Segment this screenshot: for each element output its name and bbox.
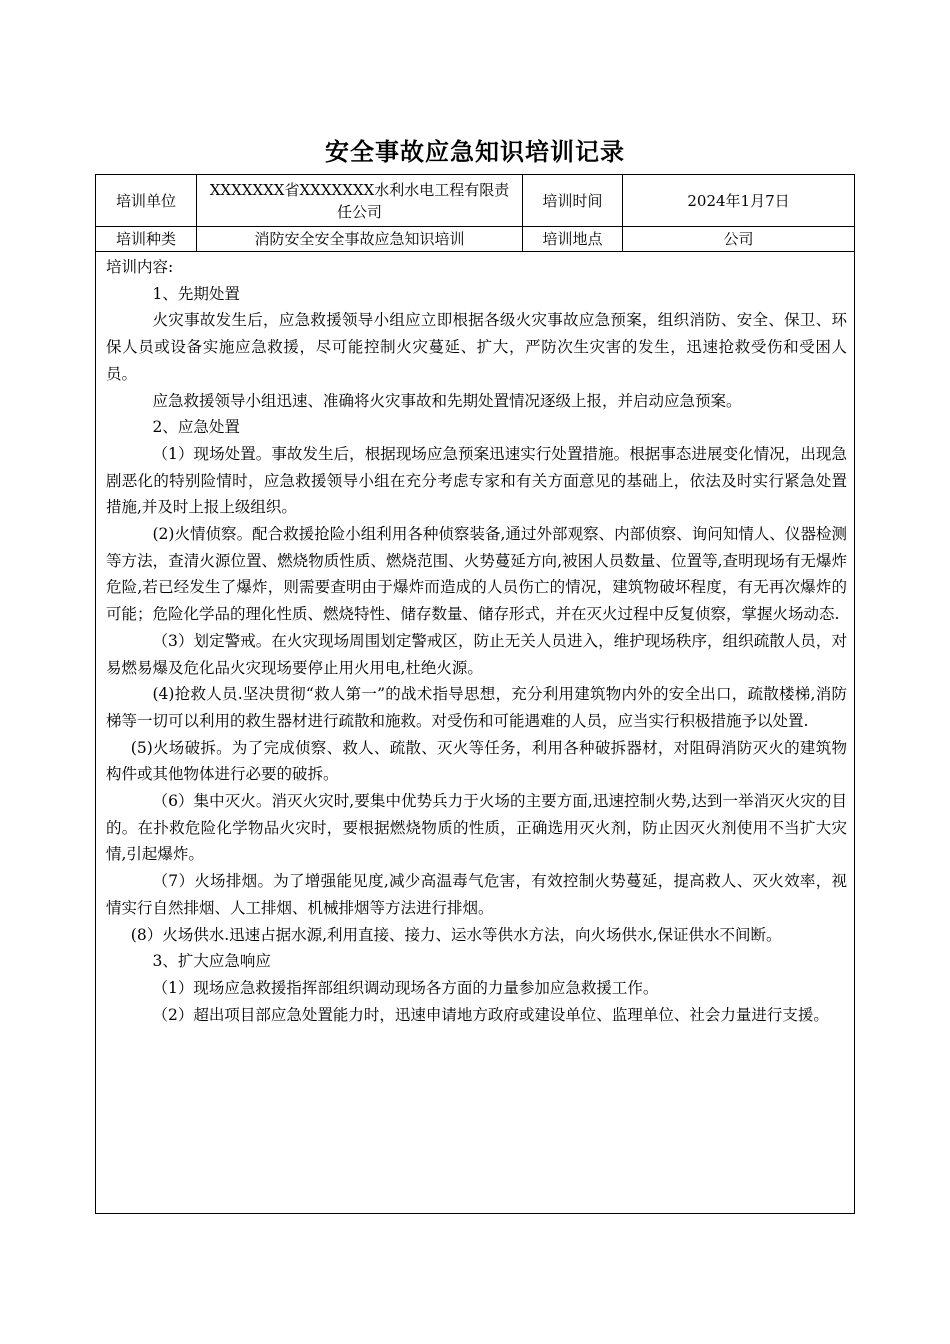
type-label: 培训种类 (96, 227, 197, 251)
section-heading: 3、扩大应急响应 (152, 952, 271, 971)
paragraph: 应急救援领导小组迅速、准确将火灾事故和先期处置情况逐级上报，并启动应急预案。 (152, 391, 742, 410)
place-value: 公司 (723, 230, 754, 248)
paragraph: (2)火情侦察。配合救援抢险小组利用各种侦察装备,通过外部观察、内部侦察、询问知情人、仪器检测等方法，查清火源位置、燃烧物质性质、燃烧范围、火势蔓延方向,被困人员数量、位置等,查明现场有无爆炸危险,若已经发生了爆炸，则需要查明由于爆炸而造成的人员伤亡的情况，建筑物破坏程度，有无再次爆炸的可能；危险化学品的理化性质、燃烧特性、储存数量、储存形式，并在灭火过程中反复侦察，掌握火场动态. (106, 525, 847, 624)
page-title: 安全事故应急知识培训记录 (325, 138, 625, 166)
training-content (96, 252, 854, 1028)
unit-label: 培训单位 (96, 175, 197, 226)
type-value: 消防安全安全事故应急知识培训 (197, 227, 523, 251)
place-label: 培训地点 (523, 227, 623, 251)
section-heading: 1、先期处置 (152, 284, 240, 303)
training-record-form (95, 174, 855, 1214)
paragraph: （6）集中灭火。消灭火灾时,要集中优势兵力于火场的主要方面,迅速控制火势,达到一举消灭火灾的目的。在扑救危险化学物品火灾时，要根据燃烧物质的性质，正确选用灭火剂，防止因灭火剂使用不当扩大灾情,引起爆炸。 (106, 792, 847, 864)
paragraph: （1）现场应急救援指挥部组织调动现场各方面的力量参加应急救援工作。 (152, 978, 659, 997)
paragraph: （2）超出项目部应急处置能力时，迅速申请地方政府或建设单位、监理单位、社会力量进行支援。 (152, 1005, 829, 1024)
table-row (96, 175, 854, 227)
paragraph: 火灾事故发生后，应急救援领导小组应立即根据各级火灾事故应急预案，组织消防、安全、保卫、环保人员或设备实施应急救援，尽可能控制火灾蔓延、扩大，严防次生灾害的发生，迅速抢救受伤和受困人员。 (106, 311, 847, 383)
section-heading: 2、应急处置 (152, 418, 240, 437)
paragraph: （3）划定警戒。在火灾现场周围划定警戒区，防止无关人员进入，维护现场秩序，组织疏散人员，对易燃易爆及危化品火灾现场要停止用火用电,杜绝火源。 (106, 631, 847, 677)
paragraph: (5)火场破拆。为了完成侦察、救人、疏散、灭火等任务，利用各种破拆器材，对阻碍消防灭火的建筑物构件或其他物体进行必要的破拆。 (106, 738, 847, 784)
paragraph: (4)抢救人员.坚决贯彻“救人第一”的战术指导思想，充分利用建筑物内外的安全出口，疏散楼梯,消防梯等一切可以利用的救生器材进行疏散和施救。对受伤和可能遇难的人员，应当实行积极措施予以处置. (106, 685, 847, 730)
time-label: 培训时间 (523, 175, 623, 226)
paragraph: （1）现场处置。事故发生后，根据现场应急预案迅速实行处置措施。根据事态进展变化情况，出现急剧恶化的特别险情时，应急救援领导小组在充分考虑专家和有关方面意见的基础上，依法及时实行紧急处置措施,并及时上报上级组织。 (106, 444, 847, 517)
paragraph: (8）火场供水.迅速占据水源,利用直接、接力、运水等供水方法，向火场供水,保证供水不间断。 (130, 925, 782, 944)
unit-value: XXXXXXX省XXXXXXX水利水电工程有限责任公司 (197, 175, 523, 226)
time-value: 2024年1月7日 (687, 191, 790, 210)
content-heading: 培训内容: (106, 258, 174, 276)
table-row (96, 227, 854, 252)
paragraph: （7）火场排烟。为了增强能见度,减少高温毒气危害，有效控制火势蔓延，提高救人、灭火效率，视情实行自然排烟、人工排烟、机械排烟等方法进行排烟。 (106, 872, 847, 917)
